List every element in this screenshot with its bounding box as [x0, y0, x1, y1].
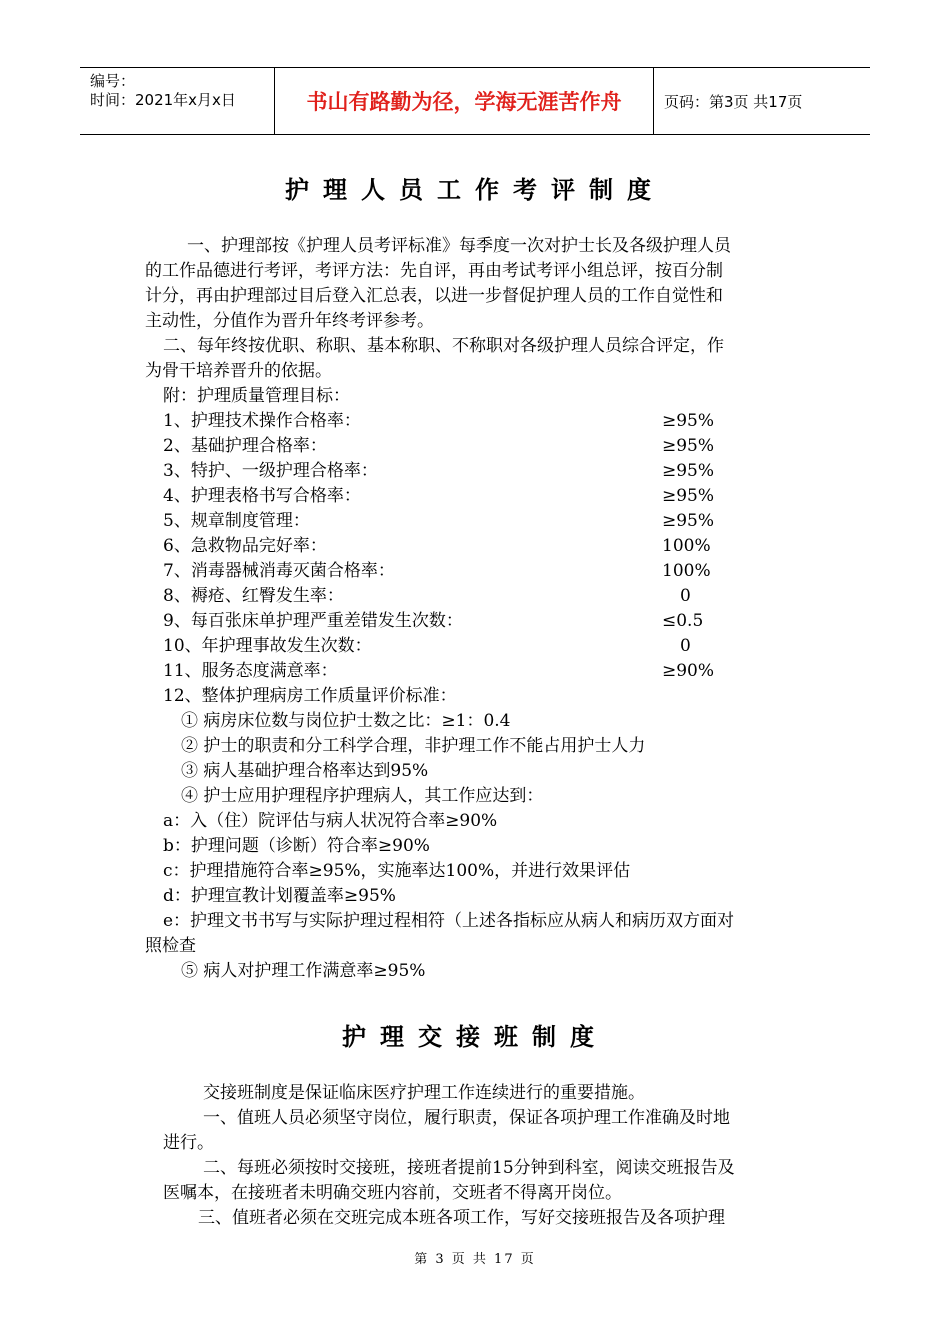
para1-line: 主动性，分值作为晋升年终考评参考。	[145, 311, 434, 331]
date-label: 时间：2021年x月x日	[90, 91, 236, 109]
goal-label: 4、护理表格书写合格率：	[163, 486, 361, 506]
letter-item: a：入（住）院评估与病人状况符合率≥90%	[163, 811, 498, 831]
item12-sub: ① 病房床位数与岗位护士数之比：≥1：0.4	[181, 711, 511, 731]
para1-line: 一、护理部按《护理人员考评标准》每季度一次对护士长及各级护理人员	[187, 236, 731, 256]
para2-line: 为骨干培养晋升的依据。	[145, 361, 332, 381]
letter-item: e：护理文书书写与实际护理过程相符（上述各指标应从病人和病历双方面对	[163, 911, 735, 931]
goal-label: 6、急救物品完好率：	[163, 536, 327, 556]
page-info: 页码：第3页 共17页	[664, 92, 803, 111]
section2-title: 护理交接班制度	[342, 1023, 608, 1051]
header-table	[80, 67, 870, 135]
section2-para-line: 三、值班者必须在交班完成本班各项工作，写好交接班报告及各项护理	[198, 1208, 725, 1228]
page-footer: 第 3 页 共 17 页	[414, 1252, 536, 1267]
para2-line: 二、每年终按优职、称职、基本称职、不称职对各级护理人员综合评定，作	[163, 336, 724, 356]
header-left-cell	[80, 68, 274, 134]
appendix-title: 附：护理质量管理目标：	[163, 386, 350, 406]
letter-item: c：护理措施符合率≥95%，实施率达100%，并进行效果评估	[163, 861, 631, 881]
item12-sub: ③ 病人基础护理合格率达到95%	[181, 761, 429, 781]
goal-value: ≥95%	[662, 511, 715, 531]
motto: 书山有路勤为径，学海无涯苦作舟	[274, 68, 654, 134]
letter-e-continuation: 照检查	[145, 936, 196, 956]
para1-line: 计分，再由护理部过目后登入汇总表，以进一步督促护理人员的工作自觉性和	[145, 286, 723, 306]
goal-label: 10、年护理事故发生次数：	[163, 636, 372, 656]
letter-item: d：护理宣教计划覆盖率≥95%	[163, 886, 396, 906]
section1-title: 护理人员工作考评制度	[285, 176, 665, 204]
goal-label: 1、护理技术操作合格率：	[163, 411, 361, 431]
goal-value: ≥95%	[662, 436, 715, 456]
goal-label: 9、每百张床单护理严重差错发生次数：	[163, 611, 463, 631]
item12-sub: ⑤ 病人对护理工作满意率≥95%	[181, 961, 426, 981]
goal-value: 0	[680, 636, 691, 656]
goal-label: 11、服务态度满意率：	[163, 661, 338, 681]
goal-label: 7、消毒器械消毒灭菌合格率：	[163, 561, 395, 581]
section2-para-line: 进行。	[163, 1133, 214, 1153]
goal-label: 2、基础护理合格率：	[163, 436, 327, 456]
goal-label: 8、褥疮、红臀发生率：	[163, 586, 344, 606]
goal-value: 0	[680, 586, 691, 606]
goal-value: ≥90%	[662, 661, 715, 681]
item12-title: 12、整体护理病房工作质量评价标准：	[163, 686, 457, 706]
item12-sub: ④ 护士应用护理程序护理病人，其工作应达到：	[181, 786, 544, 806]
goal-value: 100%	[662, 536, 711, 556]
para1-line: 的工作品德进行考评，考评方法：先自评，再由考试考评小组总评，按百分制	[145, 261, 723, 281]
goal-value: ≤0.5	[662, 611, 704, 631]
item12-sub: ② 护士的职责和分工科学合理，非护理工作不能占用护士人力	[181, 736, 646, 756]
goal-value: ≥95%	[662, 486, 715, 506]
goal-value: 100%	[662, 561, 711, 581]
goal-label: 5、规章制度管理：	[163, 511, 310, 531]
section2-para-line: 医嘱本，在接班者未明确交班内容前，交班者不得离开岗位。	[163, 1183, 622, 1203]
section2-para-line: 一、值班人员必须坚守岗位，履行职责，保证各项护理工作准确及时地	[203, 1108, 730, 1128]
number-label: 编号：	[90, 72, 136, 90]
goal-value: ≥95%	[662, 411, 715, 431]
section2-para-line: 二、每班必须按时交接班，接班者提前15分钟到科室，阅读交班报告及	[203, 1158, 735, 1178]
letter-item: b：护理问题（诊断）符合率≥90%	[163, 836, 430, 856]
section2-intro: 交接班制度是保证临床医疗护理工作连续进行的重要措施。	[203, 1083, 645, 1103]
goal-value: ≥95%	[662, 461, 715, 481]
goal-label: 3、特护、一级护理合格率：	[163, 461, 378, 481]
